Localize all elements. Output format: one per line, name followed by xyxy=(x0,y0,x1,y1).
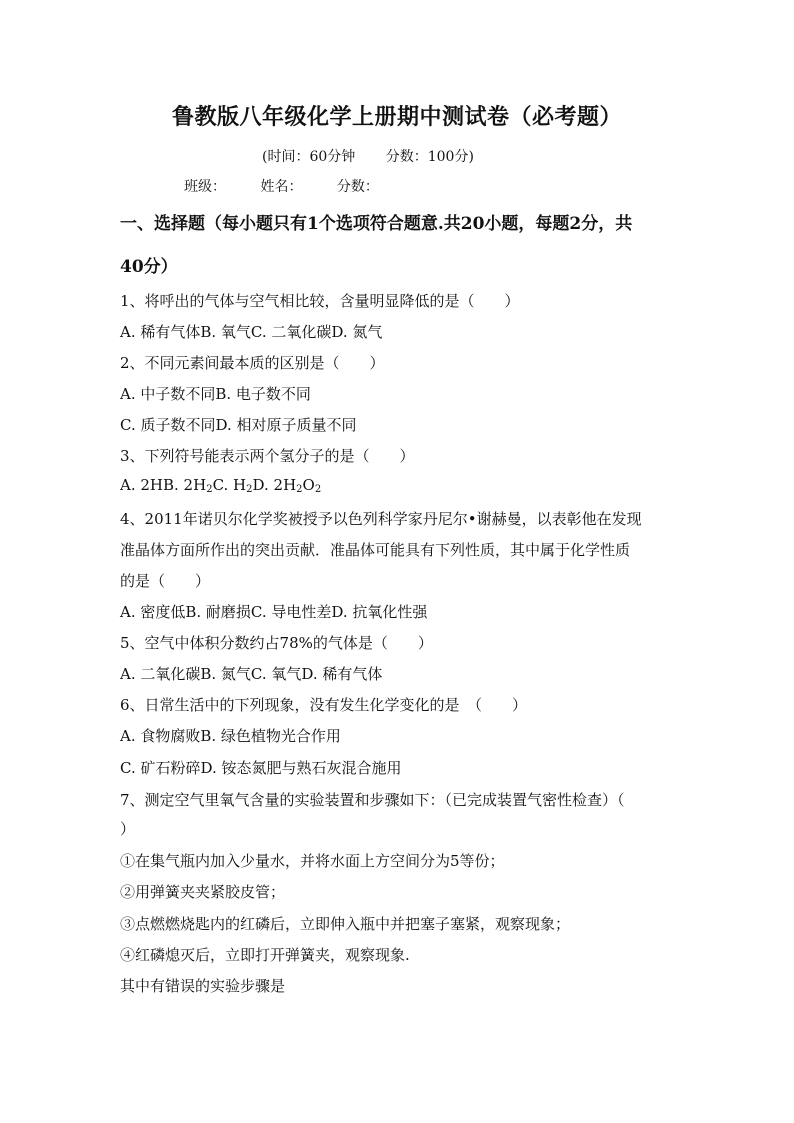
student-info-line xyxy=(184,176,409,196)
section-heading-line2: 40分） xyxy=(120,257,178,277)
question-7-step-1: ①在集气瓶内加入少量水，并将水面上方空间分为5等份； xyxy=(120,852,505,870)
question-2-options-1: A. 中子数不同B. 电子数不同 xyxy=(120,385,311,403)
page-title: 鲁教版八年级化学上册期中测试卷（必考题） xyxy=(171,104,622,130)
question-7-line2: ） xyxy=(120,820,136,838)
question-6: 6、日常生活中的下列现象，没有发生化学变化的是 （ ） xyxy=(120,696,528,714)
question-5-options: A. 二氧化碳B. 氮气C. 氧气D. 稀有气体 xyxy=(120,665,383,683)
name-label: 姓名： xyxy=(260,179,303,195)
question-7-end: 其中有错误的实验步骤是 xyxy=(120,977,286,995)
question-1: 1、将呼出的气体与空气相比较，含量明显降低的是（ ） xyxy=(120,292,520,310)
score-label: 分数： xyxy=(336,179,379,195)
exam-score: 分数：100分) xyxy=(385,149,474,165)
question-7-step-3: ③点燃燃烧匙内的红磷后，立即伸入瓶中并把塞子塞紧，观察现象； xyxy=(120,915,571,933)
question-7-step-4: ④红磷熄灭后，立即打开弹簧夹，观察现象. xyxy=(120,946,410,964)
question-1-options: A. 稀有气体B. 氧气C. 二氧化碳D. 氮气 xyxy=(120,323,383,341)
question-5: 5、空气中体积分数约占78%的气体是（ ） xyxy=(120,634,433,652)
exam-time: (时间：60分钟 xyxy=(262,149,356,165)
question-3-options: A. 2HB. $2H_2C$. $H_2D$. $2H_2O_2$ xyxy=(120,476,322,495)
question-6-options-1: A. 食物腐败B. 绿色植物光合作用 xyxy=(120,727,341,745)
question-4-line3: 的是（ ） xyxy=(120,572,211,590)
class-label: 班级： xyxy=(184,179,226,195)
question-4-line2: 准晶体方面所作出的突出贡献．准晶体可能具有下列性质，其中属于化学性质 xyxy=(120,541,631,559)
question-4-options: A. 密度低B. 耐磨损C. 导电性差D. 抗氧化性强 xyxy=(120,603,428,621)
question-7-step-2: ②用弹簧夹夹紧胶皮管； xyxy=(120,883,286,901)
question-4-line1: 4、2011年诺贝尔化学奖被授予以色列科学家丹尼尔•谢赫曼，以表彰他在发现 xyxy=(120,510,642,528)
question-7-line1: 7、测定空气里氧气含量的实验装置和步骤如下：（已完成装置气密性检查）（ xyxy=(120,791,625,809)
question-6-options-2: C. 矿石粉碎D. 铵态氮肥与熟石灰混合施用 xyxy=(120,759,402,777)
section-heading-line1: 一、选择题（每小题只有1个选项符合题意.共20小题，每题2分，共 xyxy=(120,214,633,234)
question-2-options-2: C. 质子数不同D. 相对原子质量不同 xyxy=(120,416,357,434)
question-2: 2、不同元素间最本质的区别是（ ） xyxy=(120,354,385,372)
question-3: 3、下列符号能表示两个氢分子的是（ ） xyxy=(120,447,415,465)
exam-meta xyxy=(262,146,500,166)
